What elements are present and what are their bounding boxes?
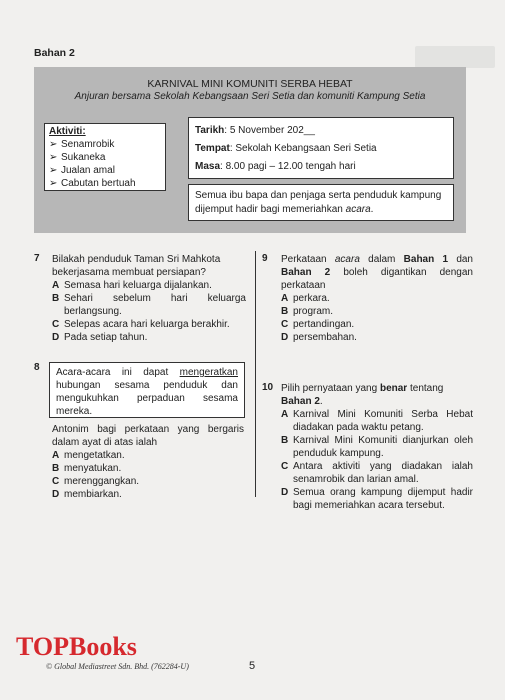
column-divider — [255, 251, 256, 497]
question-7-option-a[interactable]: A Semasa hari keluarga dijalankan. — [52, 280, 212, 291]
activity-item: ➢ Cabutan bertuah — [49, 178, 136, 189]
event-poster — [34, 67, 466, 233]
logo-text: TOPBooks — [16, 632, 137, 661]
underlined-word: mengeratkan — [179, 367, 238, 378]
topbooks-logo — [16, 632, 189, 671]
activities-box — [44, 123, 166, 191]
question-7-option-b[interactable]: B Sehari sebelum hari keluarga berlangsung. — [52, 293, 246, 317]
bleed-through-tab — [415, 46, 495, 68]
question-9-option-b[interactable]: B program. — [281, 306, 334, 317]
activities-title: Aktiviti: — [49, 126, 86, 137]
question-9-number: 9 — [262, 253, 268, 264]
bahan-title: Bahan 2 — [34, 47, 75, 59]
arrow-icon: ➢ — [49, 178, 58, 189]
question-7-option-c[interactable]: C Selepas acara hari keluarga berakhir. — [52, 319, 230, 330]
poster-title: KARNIVAL MINI KOMUNITI SERBA HEBAT — [147, 78, 353, 90]
page-number: 5 — [249, 660, 256, 672]
event-details-box — [188, 117, 454, 179]
question-8-option-d[interactable]: D membiarkan. — [52, 489, 122, 500]
question-10-option-b[interactable]: B Karnival Mini Komuniti dianjurkan oleh penduduk kampung. — [281, 435, 473, 459]
question-9-option-c[interactable]: C pertandingan. — [281, 319, 355, 330]
arrow-icon: ➢ — [49, 139, 58, 150]
question-8-option-b[interactable]: B menyatukan. — [52, 463, 122, 474]
question-10-option-c[interactable]: C Antara aktiviti yang diadakan ialah senamrobik dan larian amal. — [281, 461, 473, 485]
arrow-icon: ➢ — [49, 165, 58, 176]
question-9-option-d[interactable]: D persembahan. — [281, 332, 357, 343]
activity-item: ➢ Sukaneka — [49, 152, 106, 163]
question-7-number: 7 — [34, 253, 40, 264]
question-8-option-a[interactable]: A mengetatkan. — [52, 450, 125, 461]
question-8-stem: Antonim bagi perkataan yang bergaris dalam ayat di atas ialah — [52, 424, 244, 448]
question-9-stem: Perkataan acara dalam Bahan 1 dan Bahan 2 boleh digantikan dengan perkataan — [281, 254, 473, 291]
time-row: Masa: 8.00 pagi – 12.00 tengah hari — [195, 161, 356, 172]
question-9 — [281, 253, 473, 344]
activity-item: ➢ Jualan amal — [49, 165, 115, 176]
question-10-option-a[interactable]: A Karnival Mini Komuniti Serba Hebat diadakan pada waktu petang. — [281, 409, 473, 433]
question-8-number: 8 — [34, 362, 40, 373]
question-9-option-a[interactable]: A perkara. — [281, 293, 330, 304]
question-7-stem: Bilakah penduduk Taman Sri Mahkota bekerjasama membuat persiapan? — [52, 254, 221, 278]
arrow-icon: ➢ — [49, 152, 58, 163]
question-8 — [52, 423, 244, 501]
poster-subtitle: Anjuran bersama Sekolah Kebangsaan Seri Setia dan komuniti Kampung Setia — [74, 91, 426, 102]
place-row: Tempat: Sekolah Kebangsaan Seri Setia — [195, 143, 377, 154]
date-row: Tarikh: 5 November 202__ — [195, 125, 315, 136]
question-10-stem: Pilih pernyataan yang benar tentang Bahan 2. — [281, 383, 444, 407]
question-8-option-c[interactable]: C merenggangkan. — [52, 476, 140, 487]
question-10 — [281, 382, 473, 512]
question-7-option-d[interactable]: D Pada setiap tahun. — [52, 332, 148, 343]
publisher-credit: © Global Mediastreet Sdn. Bhd. (762284-U) — [46, 662, 189, 671]
question-8-passage-box: Acara-acara ini dapat mengeratkan hubungan sesama penduduk dan mengukuhkan perpaduan sesama mereka. — [49, 362, 245, 418]
invitation-note: Semua ibu bapa dan penjaga serta penduduk kampung dijemput hadir bagi memeriahkan acara. — [188, 184, 454, 221]
question-10-option-d[interactable]: D Semua orang kampung dijemput hadir bagi memeriahkan acara tersebut. — [281, 487, 473, 511]
question-10-number: 10 — [262, 382, 274, 393]
activity-item: ➢ Senamrobik — [49, 139, 115, 150]
question-7 — [52, 253, 246, 344]
